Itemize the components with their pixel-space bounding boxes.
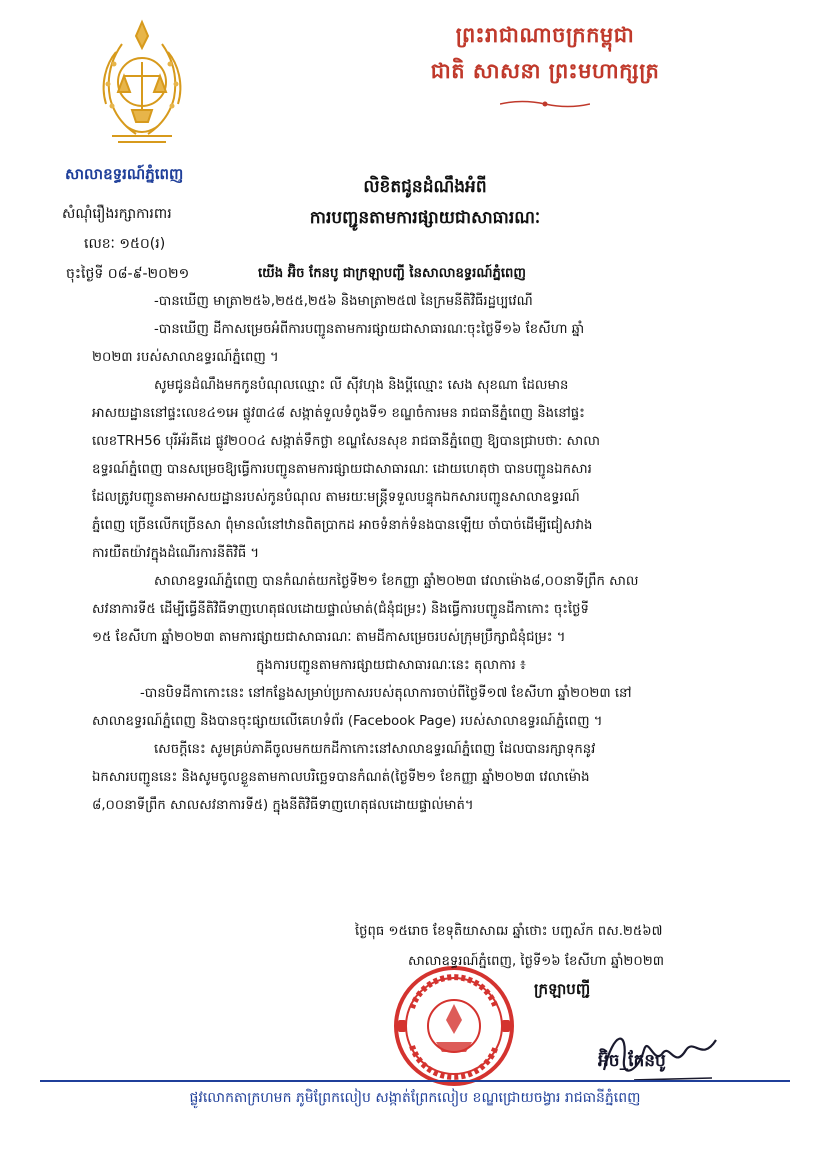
footer-divider [40,1080,790,1082]
notice-title-line1: លិខិតជូនដំណឹងអំពី [363,177,487,197]
body-line: លេខTRH56 បុរីអ័រគីដេ ផ្លូវ២០០៤ សង្កាត់ទឹកថ្លា ខណ្ឌសែនសុខ រាជធានីភ្នំពេញ ឱ្យបានជ្រាបថា: សាលា [92,434,600,449]
notice-title-line2: ការបញ្ជូនតាមការផ្សាយជាសាធារណៈ [309,208,541,228]
body-line: ភ្នំពេញ ច្រើនលើកច្រើនសា ពុំមានលំនៅឋានពិតប្រាកដ អាចទំនាក់ទំនងបានឡើយ ចាំបាច់ដើម្បីជៀសវាង [92,518,593,533]
motto-ornament-icon [500,94,590,104]
body-line: អាសយដ្ឋាននៅផ្ទះលេខ៤១អេ ផ្លូវ៣៤៨ សង្កាត់ទួលទំពូងទី១ ខណ្ឌចំការមន រាជធានីភ្នំពេញ និងនៅផ្ទះ [92,406,585,421]
body-line: ឧទ្ធរណ៍ភ្នំពេញ បានសម្រេចឱ្យធ្វើការបញ្ជូនតាមការផ្សាយជាសាធារណៈ ដោយហេតុថា បានបញ្ជូនឯកសារ [92,462,592,477]
signer-title: ក្រឡាបញ្ជី [534,980,591,998]
body-line: ១៥ ខែសីហា ឆ្នាំ២០២៣ តាមការផ្សាយជាសាធារណៈ តាមដីកាសម្រេចរបស់ក្រុមប្រឹក្សាជំនុំជម្រះ ។ [92,630,566,645]
body-line: យើង អ៊ិច កែនបូ ជាក្រឡាបញ្ជី នៃសាលាឧទ្ធរណ៍ភ្នំពេញ [258,266,526,281]
body-line: ដែលត្រូវបញ្ជូនតាមអាសយដ្ឋានរបស់កូនបំណុល តាមរយៈមន្ត្រីទទួលបន្ទុកឯកសារបញ្ជូនសាលាឧទ្ធរណ៍ [92,490,580,505]
court-emblem-icon [92,18,192,150]
body-line: -បានឃើញ មាត្រា២៥៦,២៥៥,២៥៦ និងមាត្រា២៥៧ នៃក្រមនីតិវិធីរដ្ឋប្បវេណី [154,294,533,309]
body-line: ការយឺតយ៉ាវក្នុងដំណើរការនីតិវិធី ។ [92,546,260,561]
document-number: លេខៈ ១៥០(រ) [84,236,166,252]
body-line: ឯកសារបញ្ជូននេះ និងសូមចូលខ្លួនតាមកាលបរិច្ឆេទបានកំណត់(ថ្ងៃទី២១ ខែកញ្ញា ឆ្នាំ២០២៣ វេលាម៉ោង [92,770,590,785]
body-line: ក្នុងការបញ្ជូនតាមការផ្សាយជាសាធារណៈនេះ តុលាការ ៖ [256,658,526,673]
body-line: សវនាការទី៥ ដើម្បីធ្វើនីតិវិធីទាញហេតុផលដោយផ្ទាល់មាត់(ជំនុំជម្រះ) និងធ្វើការបញ្ជូនដីកាកោះ ចុះថ្ងៃទី [92,602,589,617]
signature-name: អ៊ិច_កែនបូ [598,1051,666,1071]
document-date: ចុះថ្ងៃទី ០៨-៩-២០២១ [66,266,190,282]
body-line: ៨,០០នាទីព្រឹក សាលសវនាការទី៥) ក្នុងនីតិវិធីទាញហេតុផលដោយផ្ទាល់មាត់។ [92,798,474,813]
lunar-date: ថ្ងៃពុធ ១៥រោច ខែទុតិយាសាឍ ឆ្នាំថោះ បញ្ចស័ក ពស.២៥៦៧ [355,924,663,939]
national-motto: ជាតិ សាសនា ព្រះមហាក្សត្រ [430,59,660,83]
court-name: សាលាឧទ្ធរណ៍ភ្នំពេញ [65,165,184,183]
body-line: -បានបិទដីកាកោះនេះ នៅកន្លែងសម្រាប់ប្រកាសរបស់តុលាការចាប់ពីថ្ងៃទី១៧ ខែសីហា ឆ្នាំ២០២៣ នៅ [140,686,632,701]
kingdom-title: ព្រះរាជាណាចក្រកម្ពុជា [455,23,635,47]
case-file-label: សំណុំរឿងរក្សាការពារ [62,206,172,222]
body-line: ២០២៣ របស់សាលាឧទ្ធរណ៍ភ្នំពេញ ។ [92,350,279,365]
footer-address: ផ្លូវលោកតាក្រហមក ភូមិព្រែកលៀប សង្កាត់ព្រែកលៀប ខណ្ឌជ្រោយចង្វារ រាជធានីភ្នំពេញ [189,1090,641,1106]
body-line: -បានឃើញ ដីកាសម្រេចអំពីការបញ្ជូនតាមការផ្សាយជាសាធារណៈចុះថ្ងៃទី១៦ ខែសីហា ឆ្នាំ [154,322,585,337]
body-line: សាលាឧទ្ធរណ៍ភ្នំពេញ បានកំណត់យកថ្ងៃទី២១ ខែកញ្ញា ឆ្នាំ២០២៣ វេលាម៉ោង៨,០០នាទីព្រឹក សាល [154,574,639,589]
place-date: សាលាឧទ្ធរណ៍ភ្នំពេញ, ថ្ងៃទី១៦ ខែសីហា ឆ្នាំ២០២៣ [408,954,664,969]
court-seal-icon [392,964,516,1088]
body-line: សេចក្ដីនេះ សូមគ្រប់ភាគីចូលមកយកដីកាកោះនៅសាលាឧទ្ធរណ៍ភ្នំពេញ ដែលបានរក្សាទុកនូវ [154,742,596,757]
body-line: សាលាឧទ្ធរណ៍ភ្នំពេញ និងបានចុះផ្សាយលើគេហទំព័រ (Facebook Page) របស់សាលាឧទ្ធរណ៍ភ្នំពេញ ។ [92,714,603,729]
body-line: សូមជូនដំណឹងមកកូនបំណុលឈ្មោះ លី ស៊ីវហុង និងប្ដីឈ្មោះ សេង សុខណា ដែលមាន [154,378,569,393]
